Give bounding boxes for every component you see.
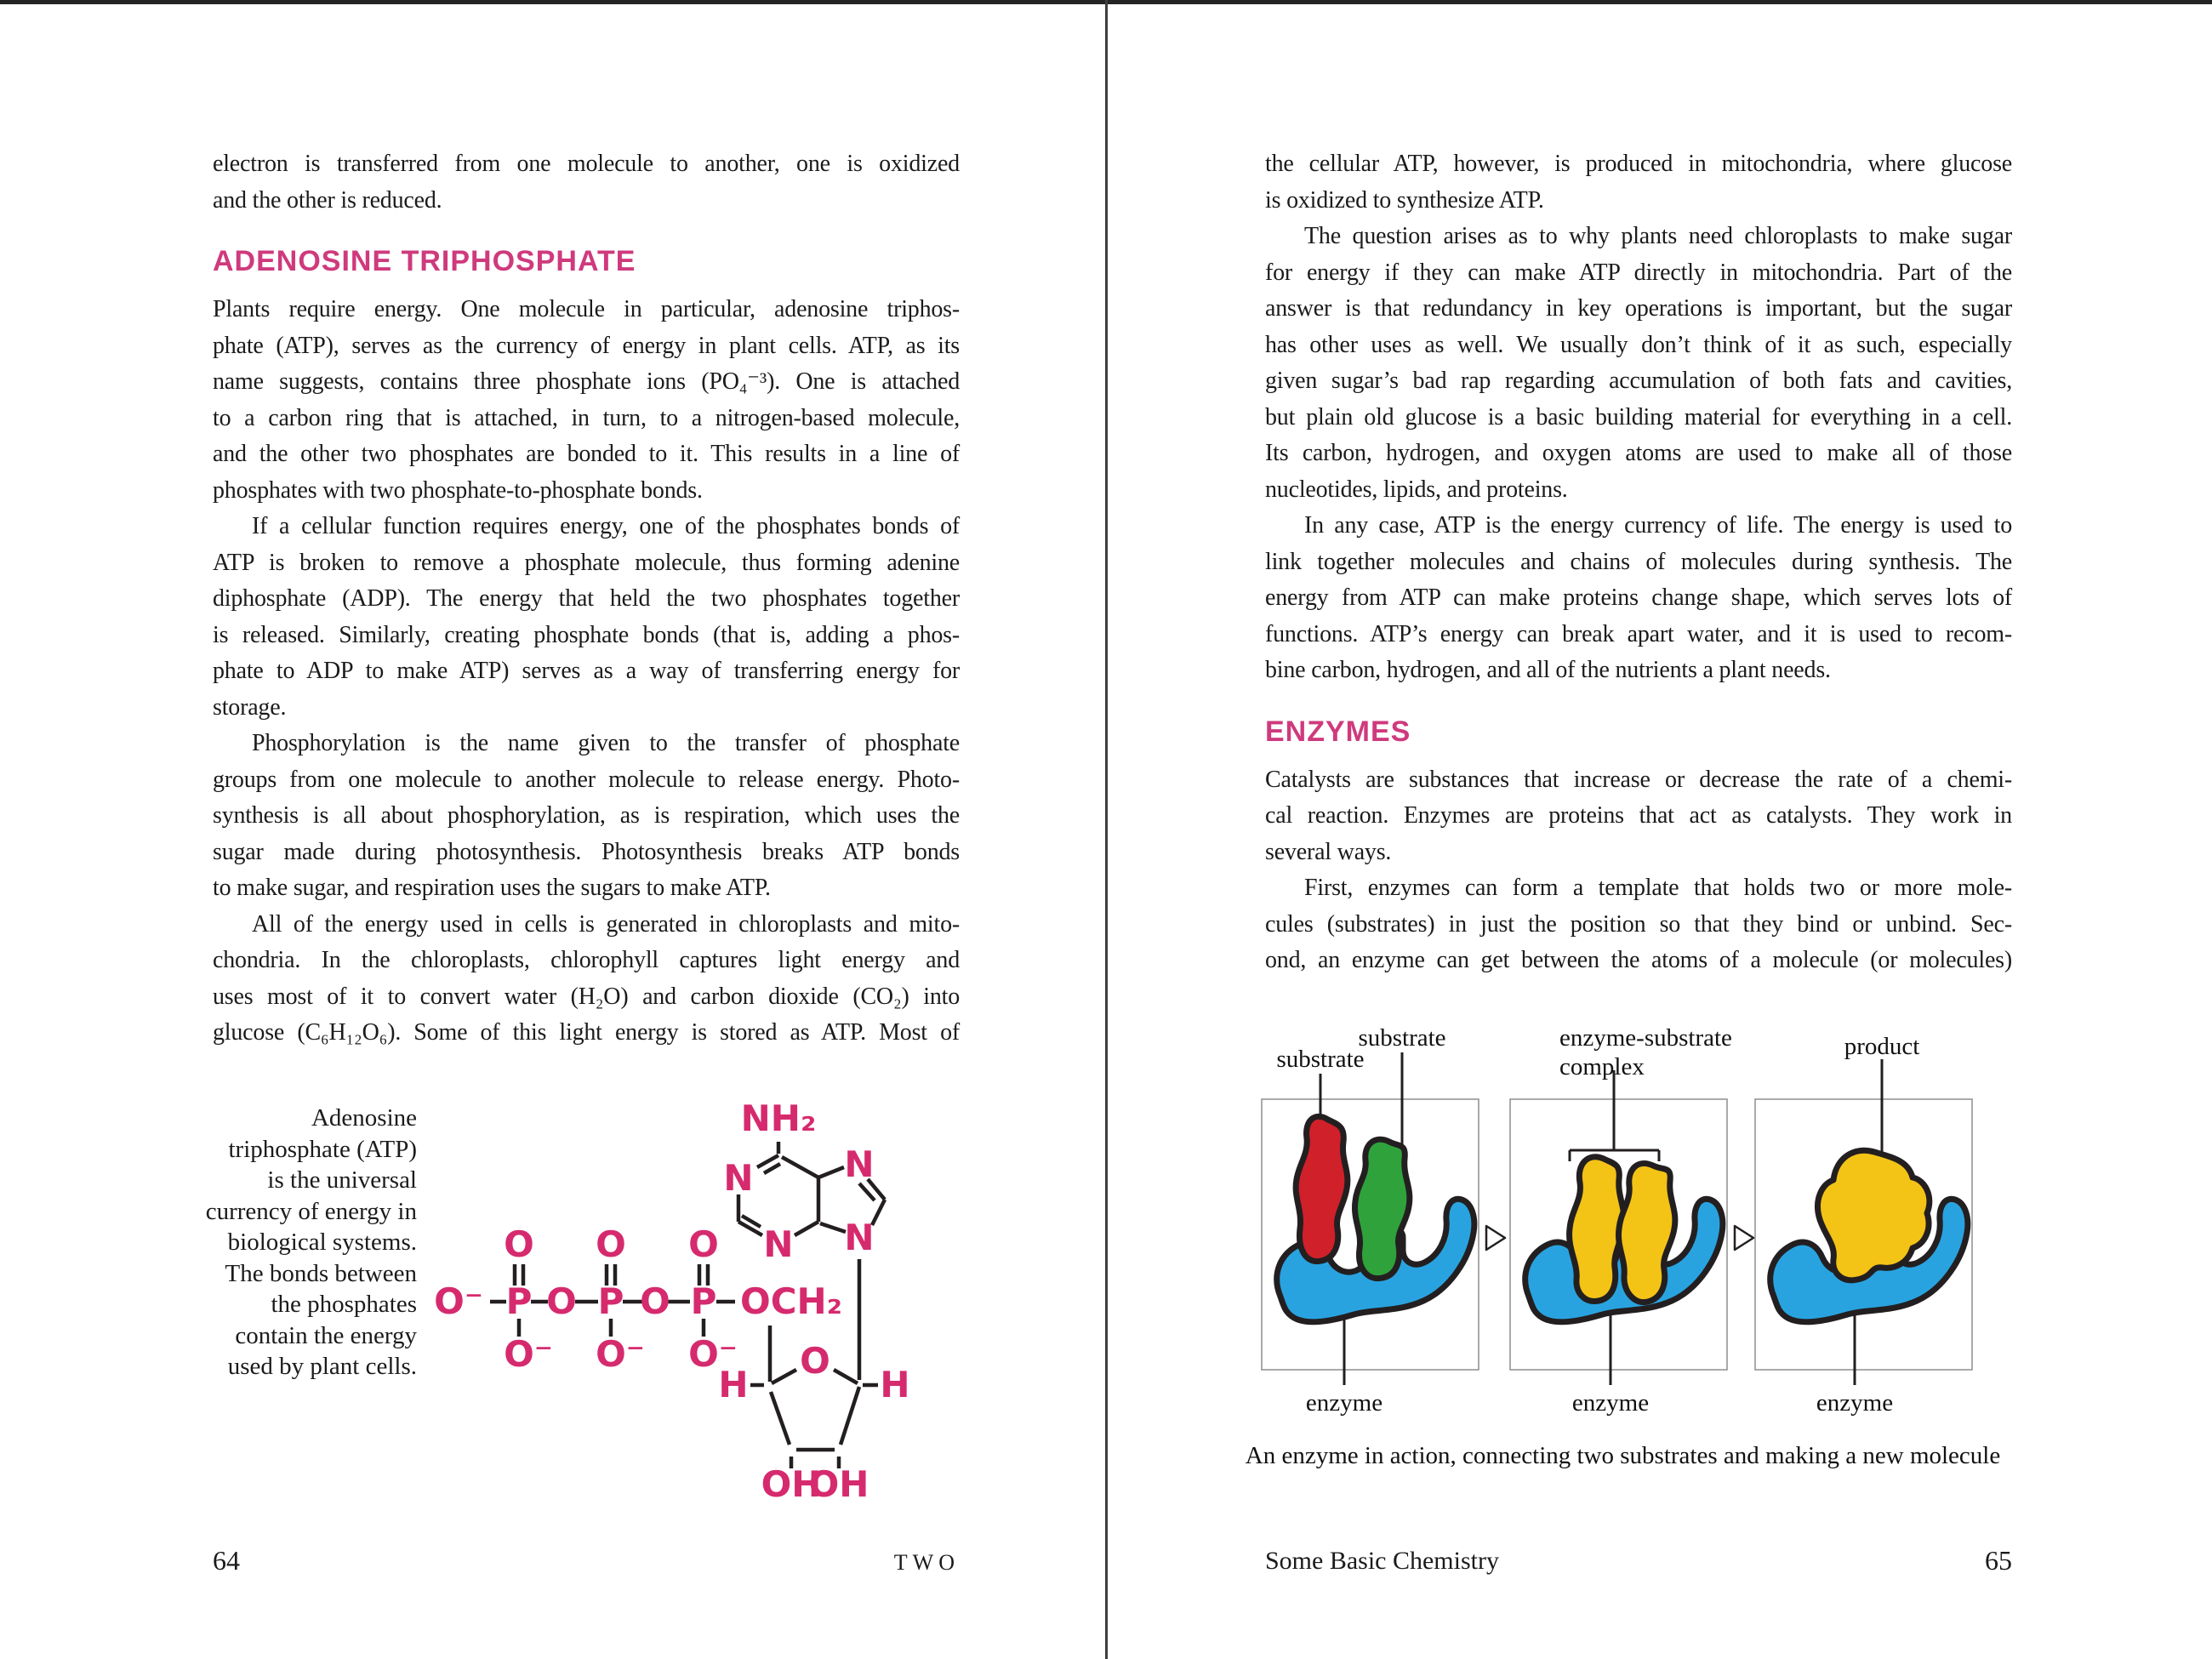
text-line: uses most of it to convert water (H₂O) and carbon dioxide (CO₂) into — [213, 983, 960, 1010]
atom-oh: OH — [808, 1463, 869, 1505]
page-gutter-line — [1105, 0, 1108, 1659]
text-line: the cellular ATP, however, is produced in mitochondria, where glucose — [1265, 151, 2012, 177]
caption-line: is the universal — [267, 1166, 417, 1194]
atom-h: H — [880, 1364, 910, 1405]
text-line: All of the energy used in cells is generated in chloroplasts and mito- — [252, 910, 960, 938]
text-line: for energy if they can make ATP directly in mitochondria. Part of the — [1265, 259, 2012, 286]
atom-p: P — [690, 1280, 717, 1322]
running-head-title: Some Basic Chemistry — [1265, 1547, 1499, 1575]
text-line: electron is transferred from one molecule to another, one is oxidized — [213, 151, 960, 177]
caption-line: the phosphates — [271, 1291, 417, 1318]
label-line: complex — [1559, 1053, 1645, 1080]
atom-n: N — [723, 1157, 754, 1199]
arrow-right-icon — [1486, 1226, 1505, 1250]
text-line: phate to ADP to make ATP) serves as a way of transferring energy for — [213, 658, 960, 684]
caption-line: biological systems. — [227, 1229, 417, 1256]
text-line: several ways. — [1265, 838, 1392, 865]
text-line: ond, an enzyme can get between the atoms of a molecule (or molecules) — [1265, 947, 2012, 973]
text-line: synthesis is all about phosphorylation, as is respiration, which uses the — [213, 802, 960, 829]
label-line: enzyme-substrate — [1559, 1024, 1732, 1052]
running-head-chapter: TWO — [893, 1550, 960, 1575]
text-line: cules (substrates) in just the position so that they bind or unbind. Sec- — [1265, 910, 2012, 938]
section-heading-enzymes: ENZYMES — [1265, 715, 1411, 748]
substrate-label-1: substrate — [1276, 1046, 1365, 1073]
atom-o-minus: O⁻ — [596, 1333, 645, 1375]
atom-nh2: NH₂ — [740, 1097, 817, 1139]
text-line: First, enzymes can form a template that holds two or more mole- — [1304, 875, 2012, 901]
text-line: chondria. In the chloroplasts, chlorophyll captures light energy and — [213, 947, 960, 973]
text-line: If a cellular function requires energy, one of the phosphates bonds of — [252, 513, 960, 539]
complex-leader — [1570, 1070, 1659, 1161]
text-line: bine carbon, hydrogen, and all of the nutrients a plant needs. — [1265, 657, 1831, 683]
text-line: and the other is reduced. — [213, 186, 442, 214]
caption-line: contain the energy — [235, 1321, 417, 1349]
atom-o-minus: O⁻ — [688, 1333, 738, 1375]
product-label: product — [1844, 1033, 1920, 1060]
page-number-right: 65 — [1985, 1545, 2012, 1576]
paragraph — [1265, 870, 2012, 979]
arrow-right-icon — [1735, 1226, 1753, 1250]
page-right — [1265, 146, 2012, 979]
text-line: diphosphate (ADP). The energy that held the two phosphates together — [213, 585, 960, 612]
atom-o: O — [640, 1280, 670, 1322]
atom-p: P — [505, 1280, 533, 1322]
page-number-left: 64 — [213, 1545, 240, 1576]
text-line: Plants require energy. One molecule in particular, adenosine triphos- — [213, 296, 960, 322]
enzyme-figure-diagram — [1234, 1021, 1999, 1429]
caption-line: triphosphate (ATP) — [228, 1135, 417, 1163]
paragraph — [213, 509, 960, 726]
text-line: given sugar’s bad rap regarding accumulation of both fats and cavities, — [1265, 368, 2012, 394]
enzyme-figure-caption: An enzyme in action, connecting two substrates and making a new molecule — [1245, 1442, 2001, 1469]
atom-o: O — [596, 1223, 626, 1265]
caption-line: used by plant cells. — [227, 1353, 417, 1380]
paragraph — [1265, 508, 2012, 689]
paragraph — [213, 726, 960, 907]
text-line: functions. ATP’s energy can break apart water, and it is used to recom- — [1265, 620, 2012, 647]
atp-figure-caption — [179, 1103, 417, 1382]
text-line: Phosphorylation is the name given to the transfer of phosphate — [252, 730, 960, 756]
text-line: but plain old glucose is a basic building material for everything in a cell. — [1265, 403, 2012, 430]
caption-line: The bonds between — [225, 1259, 417, 1287]
paragraph — [213, 907, 960, 1052]
text-line: energy from ATP can make proteins change shape, which serves lots of — [1265, 584, 2012, 611]
complex-substrate-shape — [1570, 1157, 1624, 1302]
text-line: answer is that redundancy in key operations is important, but the sugar — [1265, 295, 2012, 322]
caption-line: Adenosine — [311, 1104, 417, 1132]
atom-o: O — [546, 1280, 577, 1322]
text-line: The question arises as to why plants need chloroplasts to make sugar — [1304, 223, 2012, 249]
text-line: to make sugar, and respiration uses the sugars to make ATP. — [213, 875, 771, 901]
paragraph — [1265, 762, 2012, 871]
text-line: and the other two phosphates are bonded to it. This results in a line of — [213, 441, 960, 467]
paragraph — [213, 292, 960, 509]
product-shape — [1818, 1150, 1930, 1280]
atom-o: O — [800, 1340, 830, 1382]
enzyme-label-3: enzyme — [1816, 1389, 1894, 1417]
atom-n: N — [763, 1223, 794, 1265]
caption-line: currency of energy in — [205, 1197, 417, 1225]
atom-och2: OCH₂ — [740, 1280, 843, 1322]
atom-o-minus: O⁻ — [504, 1333, 553, 1375]
paragraph — [1265, 219, 2012, 508]
substrate-green-shape — [1354, 1139, 1409, 1278]
paragraph — [1265, 146, 2012, 219]
text-line: Catalysts are substances that increase or decrease the rate of a chemi- — [1265, 766, 2012, 793]
text-line: name suggests, contains three phosphate ions (PO₄⁻³). One is attached — [213, 368, 960, 395]
atom-n: N — [844, 1217, 875, 1258]
text-line: sugar made during photosynthesis. Photosynthesis breaks ATP bonds — [213, 838, 960, 865]
atom-o: O — [504, 1223, 534, 1265]
page-left — [213, 146, 960, 1052]
text-line: has other uses as well. We usually don’t think of it as such, especially — [1265, 331, 2012, 358]
enzyme-substrate-complex-label — [1559, 1023, 1798, 1081]
text-line: is oxidized to synthesize ATP. — [1265, 186, 1544, 214]
substrate-label-2: substrate — [1358, 1024, 1446, 1052]
atom-oh: OH — [761, 1463, 822, 1505]
text-line: ATP is broken to remove a phosphate molecule, thus forming adenine — [213, 549, 960, 576]
text-line: phate (ATP), serves as the currency of energy in plant cells. ATP, as its — [213, 332, 960, 359]
text-line: Its carbon, hydrogen, and oxygen atoms are used to make all of those — [1265, 440, 2012, 466]
complex-substrate-shape — [1618, 1163, 1674, 1302]
text-line: phosphates with two phosphate-to-phosphate bonds. — [213, 476, 703, 504]
text-line: In any case, ATP is the energy currency of life. The energy is used to — [1304, 512, 2012, 539]
enzyme-label-2: enzyme — [1571, 1389, 1650, 1417]
text-line: groups from one molecule to another molecule to release energy. Photo- — [213, 766, 960, 793]
text-line: cal reaction. Enzymes are proteins that act as catalysts. They work in — [1265, 802, 2012, 829]
paragraph — [213, 146, 960, 219]
text-line: link together molecules and chains of molecules during synthesis. The — [1265, 548, 2012, 575]
enzyme-label-1: enzyme — [1305, 1389, 1383, 1417]
text-line: nucleotides, lipids, and proteins. — [1265, 476, 1568, 503]
text-line: storage. — [213, 693, 287, 721]
atom-o-minus: O⁻ — [434, 1280, 483, 1322]
atom-h: H — [718, 1364, 749, 1405]
substrate-red-shape — [1296, 1116, 1348, 1261]
atom-n: N — [844, 1143, 875, 1185]
atom-o: O — [688, 1223, 719, 1265]
text-line: to a carbon ring that is attached, in turn, to a nitrogen-based molecule, — [213, 404, 960, 431]
text-line: glucose (C₆H₁₂O₆). Some of this light energy is stored as ATP. Most of — [213, 1019, 960, 1046]
section-heading-adenosine-triphosphate: ADENOSINE TRIPHOSPHATE — [213, 245, 636, 277]
atp-molecule-diagram — [425, 1080, 987, 1557]
text-line: is released. Similarly, creating phosphate bonds (that is, adding a phos- — [213, 621, 960, 648]
atom-p: P — [597, 1280, 624, 1322]
